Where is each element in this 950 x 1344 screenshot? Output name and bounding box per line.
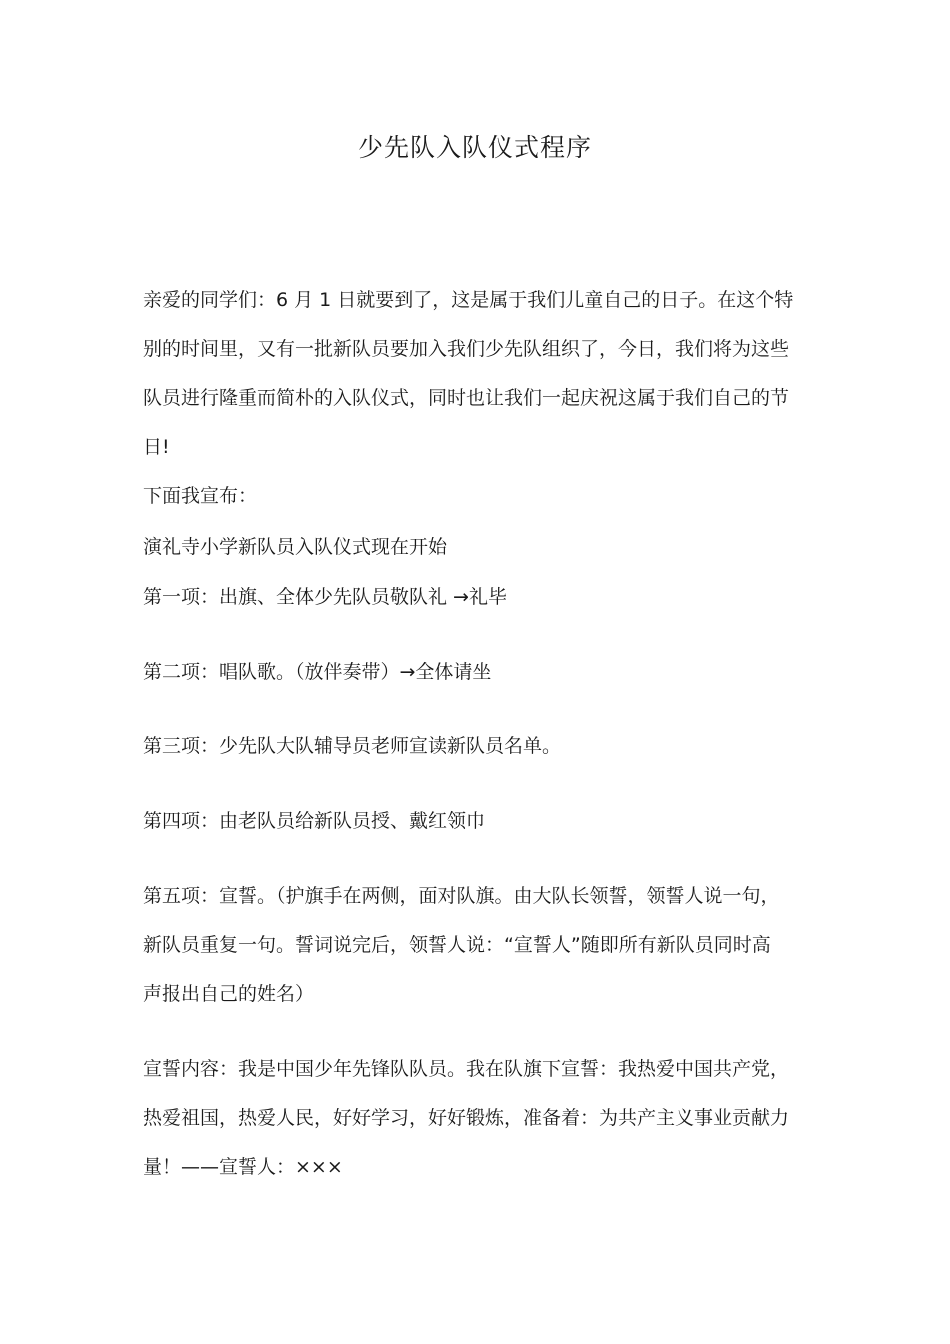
start-line: 演礼寺小学新队员入队仪式现在开始: [143, 536, 448, 558]
announce-paragraph: [143, 472, 803, 521]
step-3: [143, 722, 803, 771]
step-3-line: 第三项：少先队大队辅导员老师宣读新队员名单。: [143, 735, 562, 757]
step-2: [143, 648, 803, 697]
step-5-line: 声报出自己的姓名）: [143, 983, 315, 1005]
step-2-line: 第二项：唱队歌。（放伴奏带）→全体请坐: [143, 661, 492, 683]
start-paragraph: [143, 523, 803, 572]
announce-line: 下面我宣布：: [143, 485, 258, 507]
step-4: [143, 797, 803, 846]
document-title: 少先队入队仪式程序: [357, 133, 592, 162]
intro-line: 队员进行隆重而简朴的入队仪式，同时也让我们一起庆祝这属于我们自己的节: [143, 387, 790, 409]
step-1: [143, 573, 803, 622]
step-5-line: 第五项：宣誓。（护旗手在两侧，面对队旗。由大队长领誓，领誓人说一句，: [143, 885, 780, 907]
oath-paragraph: [143, 1045, 803, 1192]
intro-line: 亲爱的同学们：6 月 1 日就要到了，这是属于我们儿童自己的日子。在这个特: [143, 289, 794, 311]
step-1-line: 第一项：出旗、全体少先队员敬队礼 →礼毕: [143, 586, 507, 608]
step-4-line: 第四项：由老队员给新队员授、戴红领巾: [143, 810, 486, 832]
oath-line: 宣誓内容：我是中国少年先锋队队员。我在队旗下宣誓：我热爱中国共产党，: [143, 1058, 790, 1080]
oath-line: 热爱祖国，热爱人民，好好学习，好好锻炼，准备着：为共产主义事业贡献力: [143, 1107, 790, 1129]
step-5: [143, 872, 803, 1019]
intro-paragraph: [143, 276, 803, 472]
intro-line: 别的时间里，又有一批新队员要加入我们少先队组织了，今日，我们将为这些: [143, 338, 790, 360]
intro-line: 日!: [143, 436, 170, 458]
step-5-line: 新队员重复一句。誓词说完后，领誓人说：“宣誓人”随即所有新队员同时高: [143, 934, 771, 956]
oath-line: 量！——宣誓人：×××: [143, 1156, 343, 1178]
